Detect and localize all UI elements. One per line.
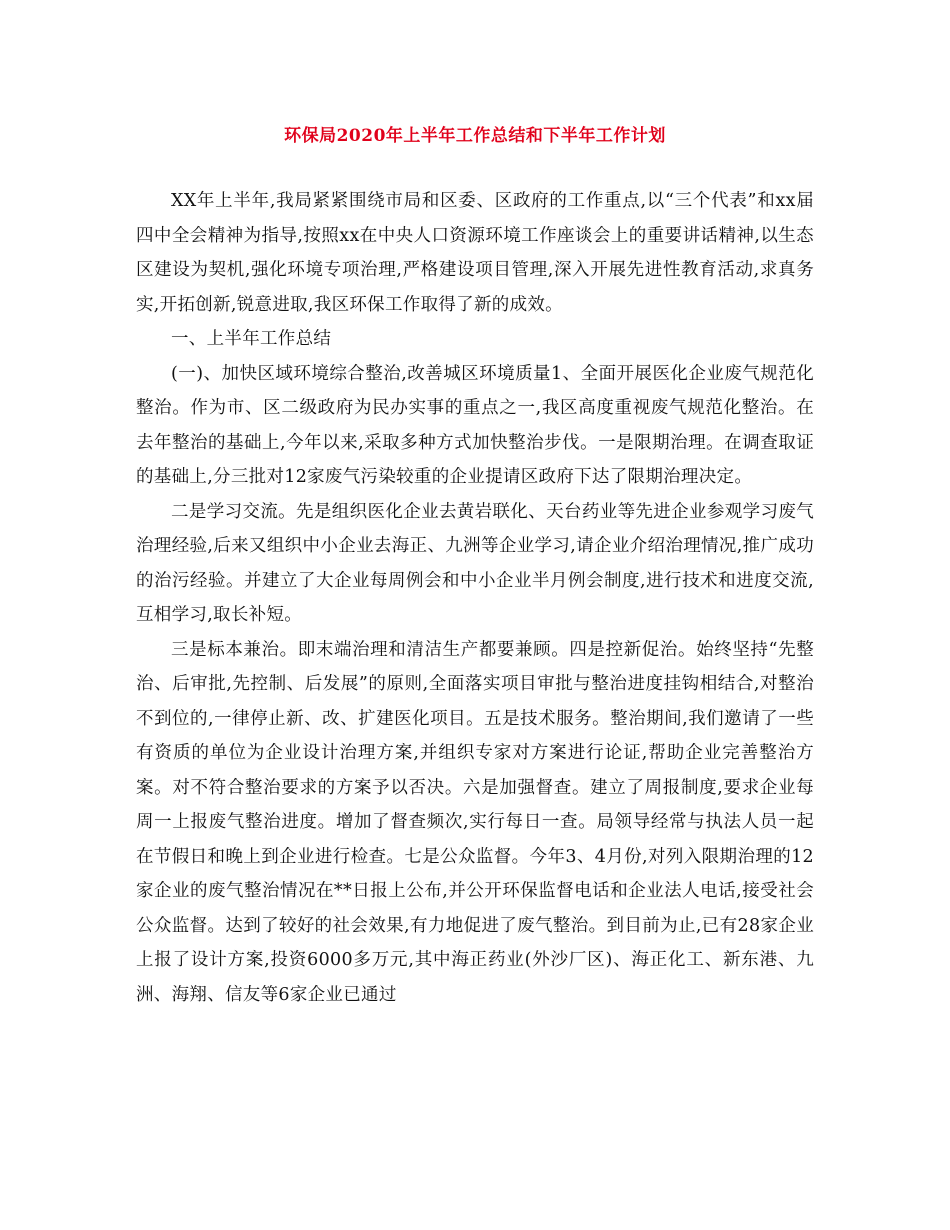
paragraph-section-1: (一)、加快区域环境综合整治,改善城区环境质量1、全面开展医化企业废气规范化整治。作为市、区二级政府为民办实事的重点之一,我区高度重视废气规范化整治。在去年整治的基础上,今年以来,采取多种方式加快整治步伐。一是限期治理。在调查取证的基础上,分三批对12家废气污染较重的企业提请区政府下达了限期治理决定。	[136, 363, 814, 487]
document-title: 环保局2020年上半年工作总结和下半年工作计划	[284, 126, 666, 146]
section-heading: 一、上半年工作总结	[171, 329, 332, 349]
paragraph-study-exchange: 二是学习交流。先是组织医化企业去黄岩联化、天台药业等先进企业参观学习废气治理经验,后来又组织中小企业去海正、九洲等企业学习,请企业介绍治理情况,推广成功的治污经验。并建立了大企业每周例会和中小企业半月例会制度,进行技术和进度交流,互相学习,取长补短。	[136, 501, 814, 625]
paragraph-measures: 三是标本兼治。即末端治理和清洁生产都要兼顾。四是控新促治。始终坚持“先整治、后审批,先控制、后发展”的原则,全面落实项目审批与整治进度挂钩相结合,对整治不到位的,一律停止新、改、扩建医化项目。五是技术服务。整治期间,我们邀请了一些有资质的单位为企业设计治理方案,并组织专家对方案进行论证,帮助企业完善整治方案。对不符合整治要求的方案予以否决。六是加强督查。建立了周报制度,要求企业每周一上报废气整治进度。增加了督查频次,实行每日一查。局领导经常与执法人员一起在节假日和晚上到企业进行检查。七是公众监督。今年3、4月份,对列入限期治理的12家企业的废气整治情况在**日报上公布,并公开环保监督电话和企业法人电话,接受社会公众监督。达到了较好的社会效果,有力地促进了废气整治。到目前为止,已有28家企业上报了设计方案,投资6000多万元,其中海正药业(外沙厂区)、海正化工、新东港、九洲、海翔、信友等6家企业已通过	[136, 639, 814, 1005]
paragraph-intro: XX年上半年,我局紧紧围绕市局和区委、区政府的工作重点,以“三个代表”和xx届四中全会精神为指导,按照xx在中央人口资源环境工作座谈会上的重要讲话精神,以生态区建设为契机,强化环境专项治理,严格建设项目管理,深入开展先进性教育活动,求真务实,开拓创新,锐意进取,我区环保工作取得了新的成效。	[136, 191, 814, 315]
